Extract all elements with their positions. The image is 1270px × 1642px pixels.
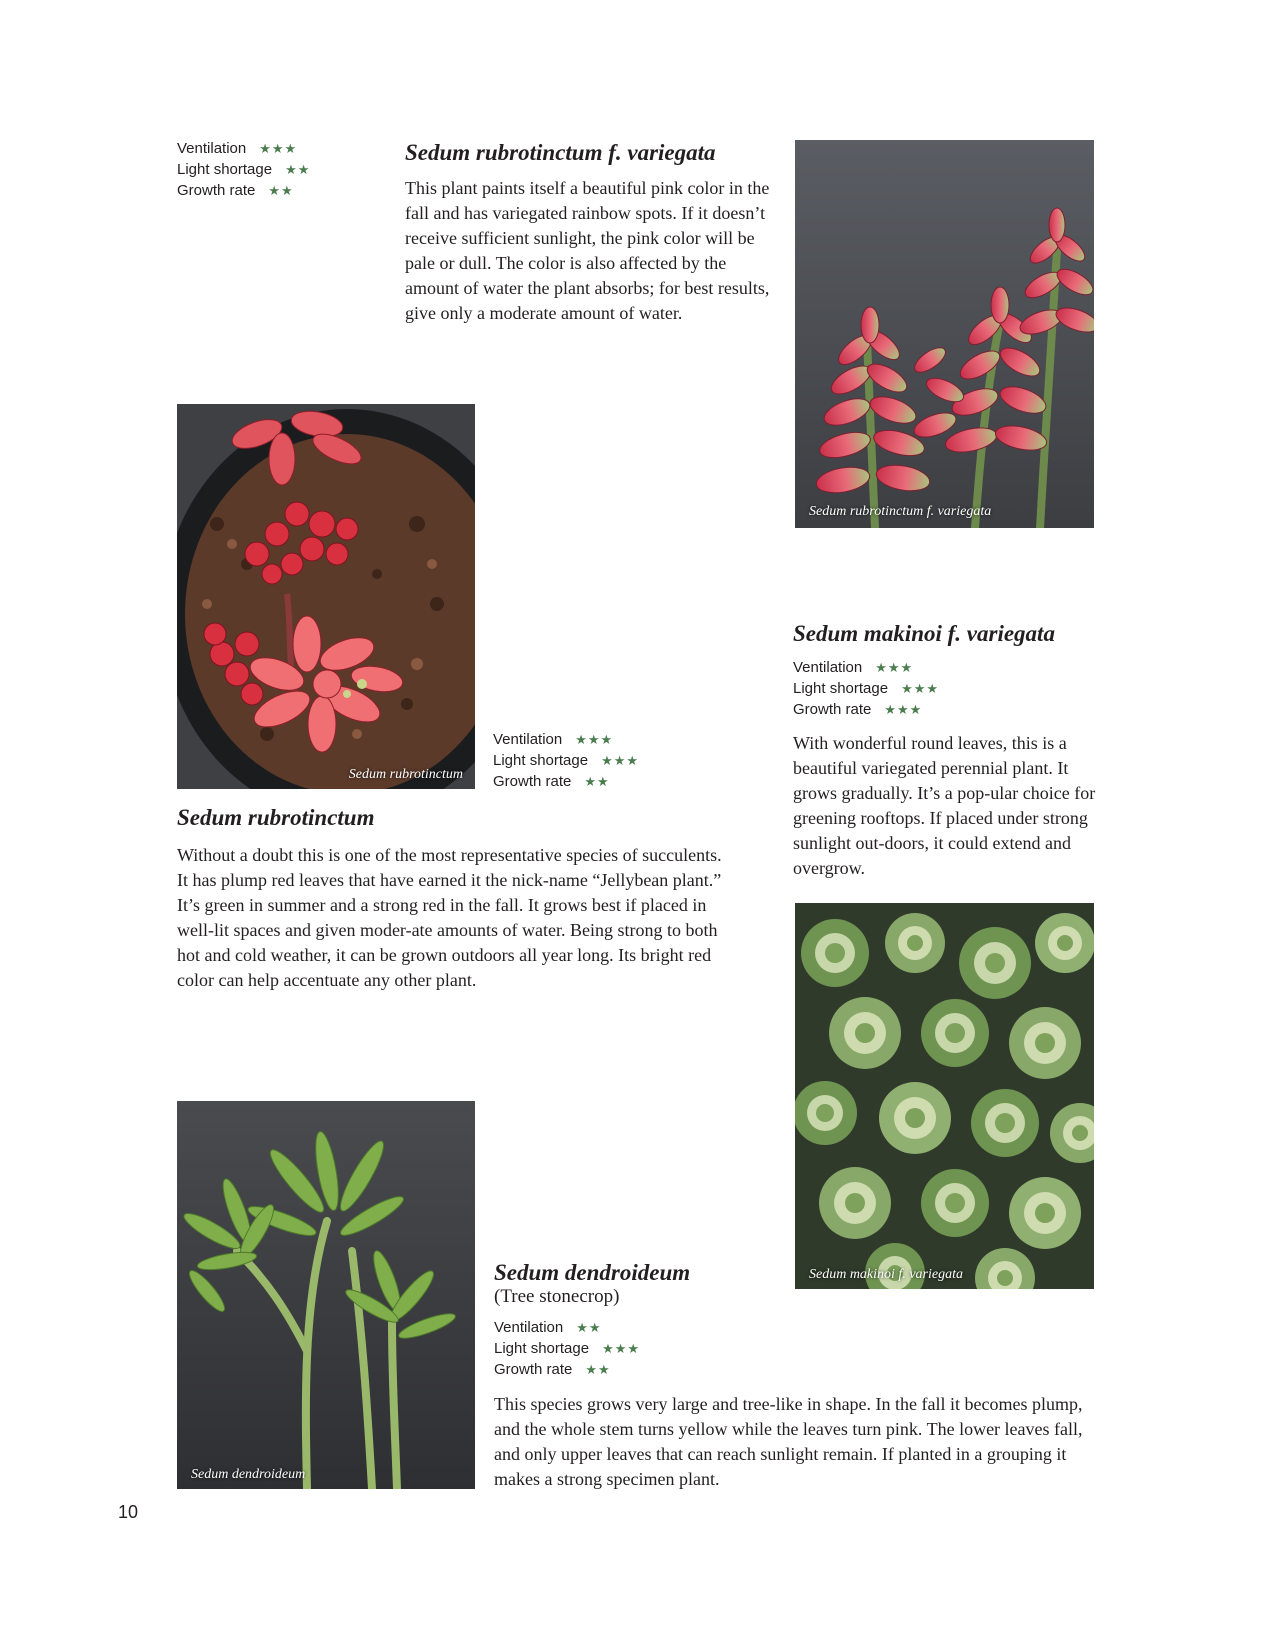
photo-caption: Sedum rubrotinctum [348, 767, 463, 782]
photo-rubrotinctum-variegata [795, 140, 1094, 528]
page-number: 10 [118, 1502, 139, 1522]
rating-ventilation: Ventilation ★★★ [177, 140, 298, 157]
star-rating-icon: ★★ [584, 774, 610, 789]
rating-growth-rate: Growth rate ★★ [493, 773, 610, 790]
rating-light-shortage: Light shortage ★★★ [494, 1340, 641, 1357]
rating-ventilation: Ventilation ★★ [494, 1319, 602, 1336]
body-makinoi-variegata: With wonderful round leaves, this is a beautiful variegated perennial plant. It grows gradually. It’s a pop-ular choice for greening rooftops. If placed under strong sunlight out-doors, it could extend and overgrow. [793, 733, 1096, 878]
star-rating-icon: ★★ [585, 1362, 611, 1377]
photo-caption: Sedum rubrotinctum f. variegata [809, 504, 992, 519]
ratings-rubrotinctum [493, 729, 639, 792]
rating-light-shortage: Light shortage ★★★ [793, 680, 940, 697]
body-dendroideum: This species grows very large and tree-like in shape. In the fall it becomes plump, and the whole stem turns yellow while the leaves turn pink. The lower leaves fall, and only upper leaves that can reach sunlight remain. If planted in a grouping it makes a strong specimen plant. [494, 1394, 1083, 1489]
star-rating-icon: ★★★ [602, 1341, 641, 1356]
rating-ventilation: Ventilation ★★★ [793, 659, 914, 676]
photo-caption: Sedum dendroideum [191, 1467, 306, 1482]
star-rating-icon: ★★★ [884, 702, 923, 717]
photo-dendroideum [177, 1101, 475, 1489]
ratings-makinoi-variegata [793, 657, 939, 720]
rating-growth-rate: Growth rate ★★ [494, 1361, 611, 1378]
rating-light-shortage: Light shortage ★★ [177, 161, 311, 178]
star-rating-icon: ★★★ [875, 660, 914, 675]
star-rating-icon: ★★★ [901, 681, 940, 696]
rating-light-shortage: Light shortage ★★★ [493, 752, 640, 769]
photo-makinoi-variegata [795, 903, 1094, 1289]
rating-ventilation: Ventilation ★★★ [493, 731, 614, 748]
star-rating-icon: ★★★ [601, 753, 640, 768]
body-rubrotinctum: Without a doubt this is one of the most representative species of succulents. It has plump red leaves that have earned it the nick-name “Jellybean plant.” It’s green in summer and a strong red in the fall. It grows best if placed in well-lit spaces and given moder-ate amounts of water. Being strong to both hot and cold weather, it can be grown outdoors all year long. Its bright red color can help accentuate any other plant. [177, 845, 722, 990]
section-title-dendroideum: Sedum dendroideum [494, 1260, 691, 1285]
rating-growth-rate: Growth rate ★★★ [793, 701, 923, 718]
rating-growth-rate: Growth rate ★★ [177, 182, 294, 199]
section-title-makinoi-variegata: Sedum makinoi f. variegata [793, 621, 1055, 646]
ratings-dendroideum [494, 1317, 640, 1380]
star-rating-icon: ★★★ [259, 141, 298, 156]
ratings-rubrotinctum-variegata [177, 138, 310, 201]
star-rating-icon: ★★★ [575, 732, 614, 747]
star-rating-icon: ★★ [576, 1320, 602, 1335]
section-title-rubrotinctum: Sedum rubrotinctum [177, 805, 375, 830]
section-title-rubrotinctum-variegata: Sedum rubrotinctum f. variegata [405, 140, 716, 165]
body-rubrotinctum-variegata: This plant paints itself a beautiful pink color in the fall and has variegated rainbow spots. If it doesn’t receive sufficient sunlight, the pink color will be pale or dull. The color is also affected by the amount of water the plant absorbs; for best results, give only a moderate amount of water. [405, 178, 770, 323]
star-rating-icon: ★★ [268, 183, 294, 198]
star-rating-icon: ★★ [285, 162, 311, 177]
photo-caption: Sedum makinoi f. variegata [809, 1267, 963, 1282]
photo-rubrotinctum [177, 404, 475, 789]
section-subtitle-dendroideum: (Tree stonecrop) [494, 1286, 620, 1307]
